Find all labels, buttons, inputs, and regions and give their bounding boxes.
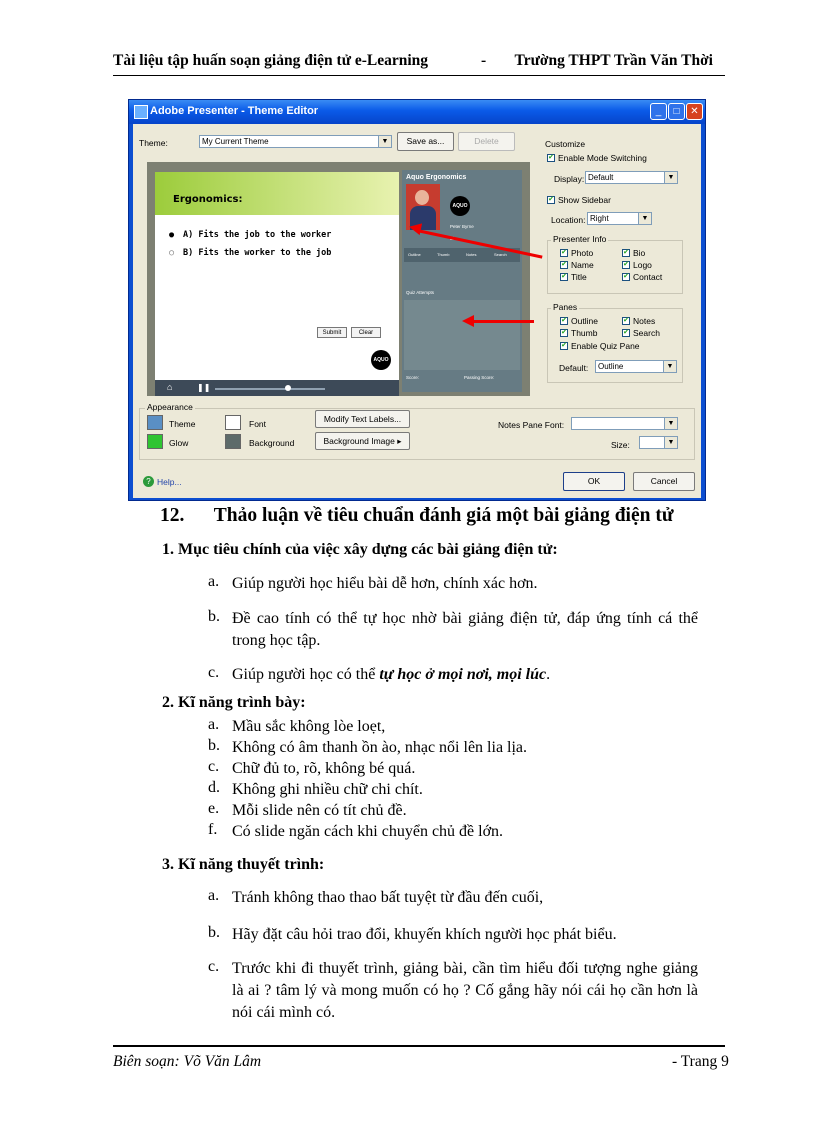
preview-slide [155,172,399,380]
item-key: c. [208,958,220,975]
arrow-head-icon [408,221,422,235]
app-icon [134,105,148,119]
checkbox-photo[interactable]: ✔ [561,249,567,256]
item-text: Chữ đủ to, rõ, không bé quá. [232,760,416,777]
checkbox-logo[interactable]: ✔ [623,261,629,268]
tab-notes: Notes [466,252,477,257]
checkbox-thumb[interactable]: ✔ [561,329,567,336]
item-key: b. [208,737,220,754]
size-label: Size: [611,440,630,450]
checkbox-search[interactable]: ✔ [623,329,629,336]
default-pane-value: Outline [598,362,624,371]
item-key: c. [208,758,220,775]
appearance-group [139,408,695,460]
quiz-attempts: Quiz Attempts [406,290,435,295]
logo-label: Logo [633,260,652,270]
default-pane-select[interactable] [595,360,677,373]
part3-heading: 3. Kĩ năng thuyết trình: [162,856,325,873]
glow-color-label: Glow [169,438,189,448]
search-label: Search [633,328,660,338]
theme-label: Theme: [139,138,168,148]
minimize-icon[interactable]: _ [650,103,667,120]
aquo-logo: AQUO [371,350,391,370]
enable-quiz-pane-label: Enable Quiz Pane [571,341,640,351]
footer-rule [113,1045,725,1047]
part1-heading: 1. Mục tiêu chính của việc xây dựng các bài giảng điện tử: [162,541,558,558]
item-key: d. [208,779,220,796]
pause-icon: ❚❚ [197,383,211,392]
chevron-down-icon: ▼ [664,172,677,183]
background-color-swatch[interactable] [225,434,241,449]
checkbox-mode-switching[interactable]: ✔ [548,154,554,161]
adobe-icon: ⌂ [167,382,173,392]
theme-select[interactable] [199,135,392,148]
option-a: A) Fits the job to the worker [183,230,332,240]
clear-button: Clear [351,327,381,338]
display-label: Display: [554,174,585,184]
tab-thumb: Thumb [437,252,450,257]
submit-button: Submit [317,327,347,338]
notes-label: Notes [633,316,656,326]
size-select[interactable] [639,436,678,449]
item-text-after: . [546,666,551,683]
item-text: Đề cao tính có thể tự học nhờ bài giảng điện tử, đáp ứng tính cá thể trong học tập. [232,610,698,649]
item-text: Không có âm thanh ồn ào, nhạc nổi lên lia lịa. [232,739,528,756]
close-icon[interactable]: ✕ [686,103,703,120]
contact-label: Contact [633,272,663,282]
item-key: a. [208,887,220,904]
chevron-down-icon: ▼ [664,437,677,448]
item-text: Tránh không thao thao bất tuyệt từ đầu đến cuối, [232,889,544,906]
item-key: f. [208,821,218,838]
item-key: e. [208,800,220,817]
arrow-head-icon [462,315,474,327]
sidebar-title: Aquo Ergonomics [406,174,467,181]
theme-color-label: Theme [169,419,196,429]
bio-label: Bio [633,248,646,258]
notes-pane-font-label: Notes Pane Font: [498,420,565,430]
default-label: Default: [559,363,589,373]
item-text-before: Giúp người học có thể [232,666,380,683]
chevron-down-icon: ▼ [378,136,391,147]
item-text: Không ghi nhiều chữ chi chít. [232,781,423,798]
delete-button[interactable]: Delete [458,132,515,151]
theme-color-swatch[interactable] [147,415,163,430]
chevron-right-icon: ▸ [397,436,402,446]
display-select[interactable] [585,171,678,184]
title-label: Title [571,272,587,282]
chevron-down-icon: ▼ [663,361,676,372]
header-left: Tài liệu tập huấn soạn giảng điện tử e-Learning [113,52,429,69]
location-select[interactable] [587,212,652,225]
enable-mode-switching-label: Enable Mode Switching [558,153,647,163]
item-text-emphasis: tự học ở mọi nơi, mọi lúc [379,666,547,683]
window-titlebar [129,100,705,124]
appearance-title: Appearance [147,402,193,412]
checkbox-quiz-pane[interactable]: ✔ [561,342,567,349]
background-image-label: Background Image [323,436,395,446]
checkbox-outline[interactable]: ✔ [561,317,567,324]
glow-color-swatch[interactable] [147,434,163,449]
checkbox-contact[interactable]: ✔ [623,273,629,280]
progress-track [215,388,325,390]
tab-search: Search [494,252,507,257]
checkbox-title[interactable]: ✔ [561,273,567,280]
customize-title: Customize [545,139,586,149]
help-link[interactable]: Help... [157,477,182,487]
panes-title: Panes [553,302,578,312]
header-dash: - [481,52,487,69]
show-sidebar-label: Show Sidebar [558,195,611,205]
help-icon: ? [143,476,154,487]
item-key: a. [208,716,220,733]
name-label: Name [571,260,594,270]
presenter-info-title: Presenter Info [553,234,607,244]
presenter-name: Peter Byrne [450,224,474,229]
progress-thumb [285,385,291,391]
theme-value: My Current Theme [202,137,269,146]
section-number: 12. [160,505,185,526]
window-title: Adobe Presenter - Theme Editor [150,105,319,117]
save-as-button[interactable]: Save as... [397,132,454,151]
modify-text-labels-button[interactable]: Modify Text Labels... [315,410,410,428]
section-heading [160,505,674,527]
score-label: Score: [406,375,420,380]
item-text: Trước khi đi thuyết trình, giảng bài, cần tìm hiểu đối tượng nghe giảng là ai ? tâm lý và mong muốn có họ ? Cố gắng hãy nói cái họ cần hơn là nói cái mình có. [232,960,698,1021]
item-key: b. [208,608,220,625]
chevron-down-icon: ▼ [664,418,677,429]
item-key: b. [208,924,220,941]
radio-icon: ● [169,230,175,240]
checkbox-notes[interactable]: ✔ [623,317,629,324]
item-text: Hãy đặt câu hỏi trao đổi, khuyến khích người học phát biểu. [232,926,617,943]
font-color-label: Font [249,419,267,429]
preview-sidebar [402,170,522,392]
location-label: Location: [551,215,586,225]
checkbox-show-sidebar[interactable]: ✔ [548,196,554,203]
photo-label: Photo [571,248,594,258]
item-text: Mầu sắc không lòe loẹt, [232,718,386,735]
annotation-arrow-panes [472,320,534,323]
option-b: B) Fits the worker to the job [183,248,332,258]
notes-pane-font-select[interactable] [571,417,678,430]
item-key: c. [208,664,220,681]
item-text [232,664,698,686]
playback-bar [155,380,399,396]
theme-editor-screenshot [128,99,706,501]
item-text: Giúp người học hiểu bài dễ hơn, chính xác hơn. [232,575,538,592]
sidebar-logo: AQUO [450,196,470,216]
window-client [133,124,701,498]
footer-page: - Trang 9 [672,1053,729,1070]
part2-heading: 2. Kĩ năng trình bày: [162,694,306,711]
header-rule [113,75,725,76]
background-color-label: Background [249,438,295,448]
maximize-icon[interactable]: □ [668,103,685,120]
item-text: Mỗi slide nên có tít chủ đề. [232,802,407,819]
header-right: Trường THPT Trần Văn Thời [514,52,713,69]
outline-label: Outline [571,316,598,326]
quiz-pane [404,300,520,370]
font-color-swatch[interactable] [225,415,241,430]
slide-title: Ergonomics: [173,194,243,205]
cancel-button[interactable]: Cancel [633,472,695,491]
item-text: Có slide ngăn cách khi chuyển chủ đề lớn. [232,823,504,840]
footer-author: Biên soạn: Võ Văn Lâm [113,1053,262,1070]
checkbox-name[interactable]: ✔ [561,261,567,268]
display-value: Default [588,173,614,182]
item-key: a. [208,573,220,590]
ok-button[interactable]: OK [563,472,625,491]
chevron-down-icon: ▼ [638,213,651,224]
checkbox-bio[interactable]: ✔ [623,249,629,256]
passing-score-label: Passing Score: [464,375,495,380]
theme-preview [147,162,530,396]
thumb-label: Thumb [571,328,598,338]
tab-outline: Outline [408,252,421,257]
radio-icon: ○ [169,248,175,258]
location-value: Right [590,214,609,223]
background-image-button[interactable] [315,432,410,450]
section-title: Thảo luận về tiêu chuẩn đánh giá một bài giảng điện tử [213,505,674,526]
